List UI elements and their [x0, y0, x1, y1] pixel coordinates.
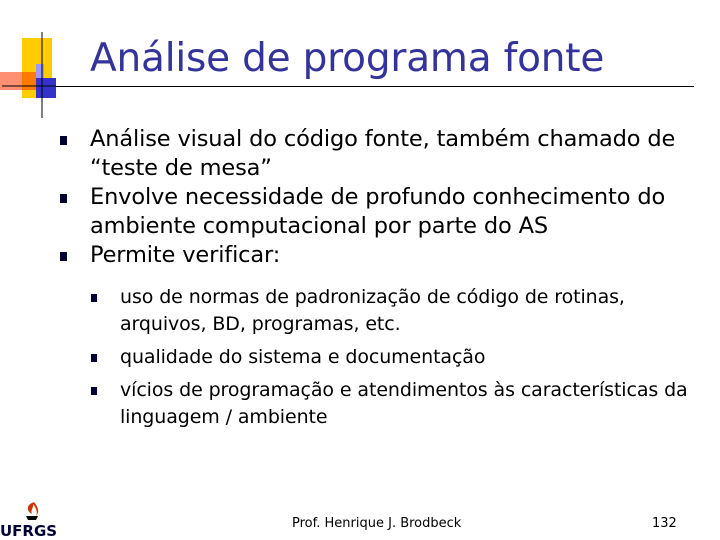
bullet-text: Permite verificar: — [90, 242, 281, 268]
ufrgs-logo — [0, 498, 72, 540]
corner-decoration — [0, 0, 90, 120]
bullet-item — [60, 125, 710, 183]
sub-bullet-list — [90, 284, 710, 431]
page-number: 132 — [652, 516, 677, 531]
bullet-text: Análise visual do código fonte, também chamado de “teste de mesa” — [90, 126, 676, 181]
bullet-list — [60, 125, 710, 437]
square-bullet-icon — [60, 252, 67, 261]
sub-bullet-item — [90, 377, 710, 431]
square-bullet-icon — [91, 387, 97, 395]
bullet-text: Envolve necessidade de profundo conhecimento do ambiente computacional por parte do AS — [90, 184, 666, 239]
sub-bullet-text: uso de normas de padronização de código de rotinas, arquivos, BD, programas, etc. — [120, 286, 625, 335]
footer-author: Prof. Henrique J. Brodbeck — [292, 516, 462, 531]
sub-bullet-text: qualidade do sistema e documentação — [120, 346, 486, 368]
sub-bullet-text: vícios de programação e atendimentos às características da linguagem / ambiente — [120, 379, 688, 428]
logo-text: UFRGS — [0, 522, 58, 540]
sub-bullet-item — [90, 284, 710, 338]
square-bullet-icon — [91, 354, 97, 362]
title-divider — [56, 86, 694, 87]
square-bullet-icon — [91, 294, 97, 302]
slide-title: Análise de programa fonte — [90, 36, 605, 81]
square-bullet-icon — [60, 136, 67, 145]
bullet-item — [60, 183, 710, 241]
square-bullet-icon — [60, 194, 67, 203]
sub-bullet-item — [90, 344, 710, 371]
bullet-item — [60, 241, 710, 270]
